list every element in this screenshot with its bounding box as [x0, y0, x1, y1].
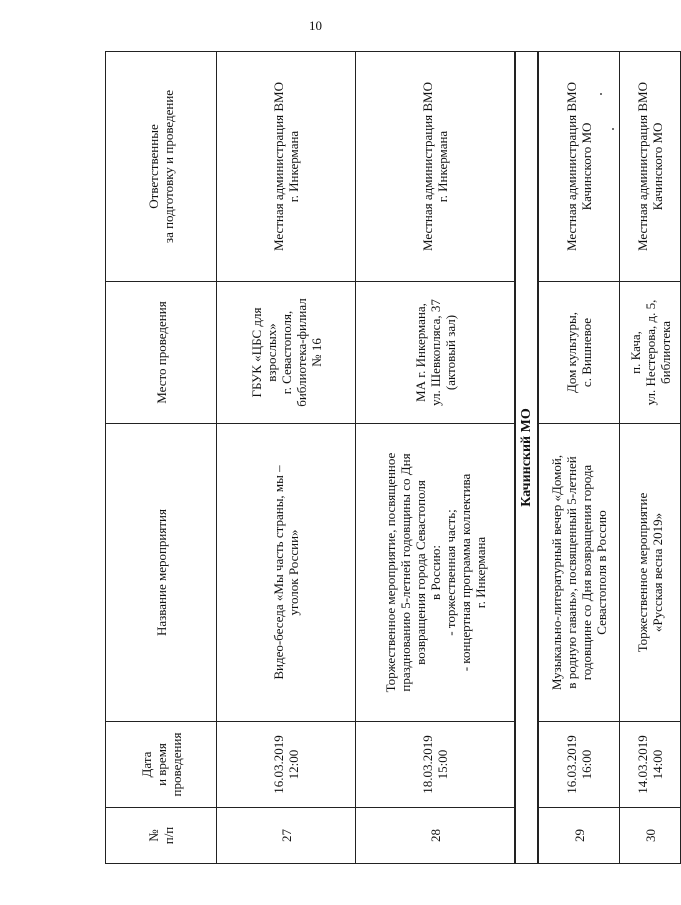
row-responsible: Местная администрация ВМО Качинского МО	[538, 52, 620, 282]
rotated-table-area	[105, 52, 673, 864]
section-row	[515, 52, 538, 864]
section-title: Качинский МО	[515, 52, 538, 864]
events-table	[105, 51, 681, 864]
row-responsible: Местная администрация ВМО Качинского МО	[620, 52, 681, 282]
header-date: Дата и время проведения	[106, 722, 217, 808]
row-num: 28	[356, 808, 516, 864]
row-date: 14.03.2019 14:00	[620, 722, 681, 808]
header-responsible: Ответственные за подготовку и проведение	[106, 52, 217, 282]
row-venue: Дом культуры, с. Вишневое	[538, 282, 620, 424]
header-row	[106, 52, 217, 864]
table-row	[538, 52, 620, 864]
row-venue: п. Кача, ул. Нестерова, д. 5, библиотека	[620, 282, 681, 424]
row-responsible: Местная администрация ВМО г. Инкермана	[217, 52, 356, 282]
table-row	[620, 52, 681, 864]
row-venue: ГБУК «ЦБС для взрослых» г. Севастополя, библиотека-филиал № 16	[217, 282, 356, 424]
row-responsible: Местная администрация ВМО г. Инкермана	[356, 52, 516, 282]
scan-speck	[612, 128, 614, 130]
rotated-table-wrapper	[105, 52, 673, 864]
scan-speck	[600, 93, 602, 95]
row-num: 30	[620, 808, 681, 864]
header-venue: Место проведения	[106, 282, 217, 424]
row-date: 16.03.2019 12:00	[217, 722, 356, 808]
header-name: Название мероприятия	[106, 424, 217, 722]
row-num: 27	[217, 808, 356, 864]
page-number: 10	[309, 18, 322, 33]
row-name: Музыкально-литературный вечер «Домой, в родную гавань», посвященный 5-летней годовщине со Дня возвращения города Севастополя в Россию	[538, 424, 620, 722]
row-venue: МА г. Инкермана, ул. Шевкопляса, 37 (актовый зал)	[356, 282, 516, 424]
row-name: Торжественное мероприятие «Русская весна 2019»	[620, 424, 681, 722]
header-num: № п/п	[106, 808, 217, 864]
table-row	[356, 52, 516, 864]
row-name: Торжественное мероприятие, посвященное празднованию 5-летней годовщины со Дня возвращения города Севастополя в Россию: - торжественная часть; - концертная программа коллектива г. Инкермана	[356, 424, 516, 722]
row-date: 18.03.2019 15:00	[356, 722, 516, 808]
row-num: 29	[538, 808, 620, 864]
row-name: Видео-беседа «Мы часть страны, мы – уголок России»	[217, 424, 356, 722]
row-date: 16.03.2019 16:00	[538, 722, 620, 808]
table-row	[217, 52, 356, 864]
